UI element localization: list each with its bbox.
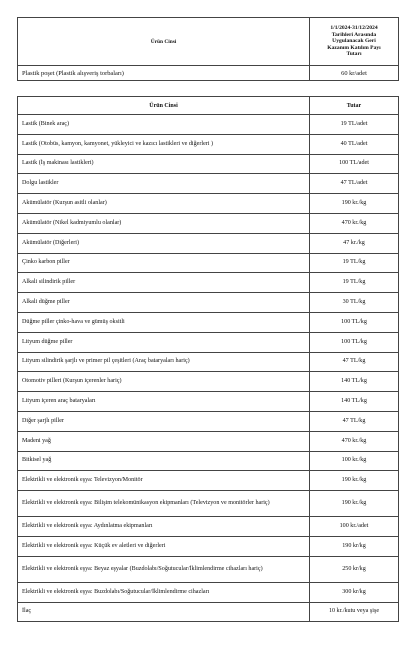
- amount-cell: 100 TL/adet: [310, 154, 399, 174]
- product-name-cell: Bitkisel yağ: [18, 451, 310, 471]
- amount-cell: 47 TL/adet: [310, 174, 399, 194]
- product-name-cell: Akümülatör (Kurşun asitli olanlar): [18, 194, 310, 214]
- product-name-cell: Lastik (Binek araç): [18, 115, 310, 135]
- product-name-cell: Lastik (Otobüs, kamyon, kamyonet, yükleyici ve kazıcı lastikleri ve diğerleri ): [18, 134, 310, 154]
- amount-cell: 47 TL/kg: [310, 411, 399, 431]
- period-fee-header: 1/1/2024-31/12/2024 Tarihleri Arasında Uygulanacak Geri Kazanım Katılım Payı Tutarı: [310, 18, 399, 66]
- product-name-cell: Akümülatör (Nikel kadmiyumlu olanlar): [18, 213, 310, 233]
- amount-cell: 19 TL/kg: [310, 253, 399, 273]
- product-name-cell: Elektrikli ve elektronik eşya: Bilişim telekomünikasyon ekipmanları (Televizyon ve monitörler hariç): [18, 491, 310, 517]
- table-row: [18, 392, 399, 412]
- table-row: [18, 115, 399, 135]
- table-row: [18, 134, 399, 154]
- amount-cell: 300 kr/kg: [310, 582, 399, 602]
- product-name-cell: Alkali silindirik piller: [18, 273, 310, 293]
- table-row: [18, 213, 399, 233]
- amount-cell: 100 kr./kg: [310, 451, 399, 471]
- product-name-cell: Lityum silindirik şarjlı ve primer pil çeşitleri (Araç bataryaları hariç): [18, 352, 310, 372]
- table-row: [18, 491, 399, 517]
- product-name-cell: Otomotiv pilleri (Kurşun içerenler hariç): [18, 372, 310, 392]
- table-row: [18, 174, 399, 194]
- product-name-cell: Dolgu lastikler: [18, 174, 310, 194]
- table-row: [18, 253, 399, 273]
- table-row: [18, 556, 399, 582]
- recycling-fee-table: [17, 96, 399, 622]
- product-name-cell: Elektrikli ve elektronik eşya: Küçük ev aletleri ve diğerleri: [18, 536, 310, 556]
- product-name-cell: Akümülatör (Diğerleri): [18, 233, 310, 253]
- amount-cell: 47 TL/kg: [310, 352, 399, 372]
- table-row: [18, 517, 399, 537]
- amount-cell: 100 kr./adet: [310, 517, 399, 537]
- product-name-cell: Lityum düğme piller: [18, 332, 310, 352]
- amount-cell: 100 TL/kg: [310, 312, 399, 332]
- table-row: [18, 471, 399, 491]
- product-name-cell: Diğer şarjlı piller: [18, 411, 310, 431]
- amount-cell: 40 TL/adet: [310, 134, 399, 154]
- product-type-header: Ürün Cinsi: [18, 18, 310, 66]
- amount-cell: 47 kr./kg: [310, 233, 399, 253]
- table-row: [18, 411, 399, 431]
- table-row: [18, 154, 399, 174]
- product-name-cell: Alkali düğme piller: [18, 293, 310, 313]
- product-name-cell: Madeni yağ: [18, 431, 310, 451]
- table-row: [18, 372, 399, 392]
- amount-cell: 470 kr./kg: [310, 213, 399, 233]
- recycling-fee-table-plastic-bag: [17, 17, 399, 81]
- product-name-cell: Elektrikli ve elektronik eşya: Televizyon/Monitör: [18, 471, 310, 491]
- table-row: [18, 312, 399, 332]
- product-name-cell: Çinko karbon piller: [18, 253, 310, 273]
- table-row: [18, 431, 399, 451]
- amount-cell: 10 kr./kutu veya şişe: [310, 602, 399, 622]
- amount-cell: 19 TL/adet: [310, 115, 399, 135]
- product-name-cell: Elektrikli ve elektronik eşya: Beyaz eşyalar (Buzdolabı/Soğutucular/İklimlendirme cihazları hariç): [18, 556, 310, 582]
- fee-cell: 60 kr/adet: [310, 66, 399, 81]
- amount-cell: 190 kr./kg: [310, 471, 399, 491]
- amount-cell: 140 TL/kg: [310, 392, 399, 412]
- amount-cell: 470 kr./kg: [310, 431, 399, 451]
- table-row: [18, 233, 399, 253]
- table-row: [18, 582, 399, 602]
- amount-cell: 250 kr/kg: [310, 556, 399, 582]
- table2-header-row: [18, 97, 399, 115]
- table-row: [18, 293, 399, 313]
- product-name-cell: Plastik poşet (Plastik alışveriş torbaları): [18, 66, 310, 81]
- table-row: [18, 66, 399, 81]
- amount-cell: 19 TL/kg: [310, 273, 399, 293]
- table-row: [18, 332, 399, 352]
- product-name-cell: Lityum içeren araç bataryaları: [18, 392, 310, 412]
- amount-cell: 140 TL/kg: [310, 372, 399, 392]
- table1-header-row: [18, 18, 399, 66]
- product-name-cell: Düğme piller çinko-hava ve gümüş oksitli: [18, 312, 310, 332]
- amount-cell: 190 kr./kg: [310, 491, 399, 517]
- amount-cell: 100 TL/kg: [310, 332, 399, 352]
- amount-cell: 190 kr/kg: [310, 536, 399, 556]
- table-row: [18, 536, 399, 556]
- table-row: [18, 273, 399, 293]
- product-name-cell: Elektrikli ve elektronik eşya: Aydınlatma ekipmanları: [18, 517, 310, 537]
- amount-cell: 30 TL/kg: [310, 293, 399, 313]
- table-row: [18, 352, 399, 372]
- product-type-header: Ürün Cinsi: [18, 97, 310, 115]
- product-name-cell: İlaç: [18, 602, 310, 622]
- table-row: [18, 602, 399, 622]
- table-row: [18, 451, 399, 471]
- product-name-cell: Lastik (İş makinası lastikleri): [18, 154, 310, 174]
- table-row: [18, 194, 399, 214]
- amount-cell: 190 kr./kg: [310, 194, 399, 214]
- product-name-cell: Elektrikli ve elektronik eşya: Buzdolabı/Soğutucular/İklimlendirme cihazları: [18, 582, 310, 602]
- amount-header: Tutar: [310, 97, 399, 115]
